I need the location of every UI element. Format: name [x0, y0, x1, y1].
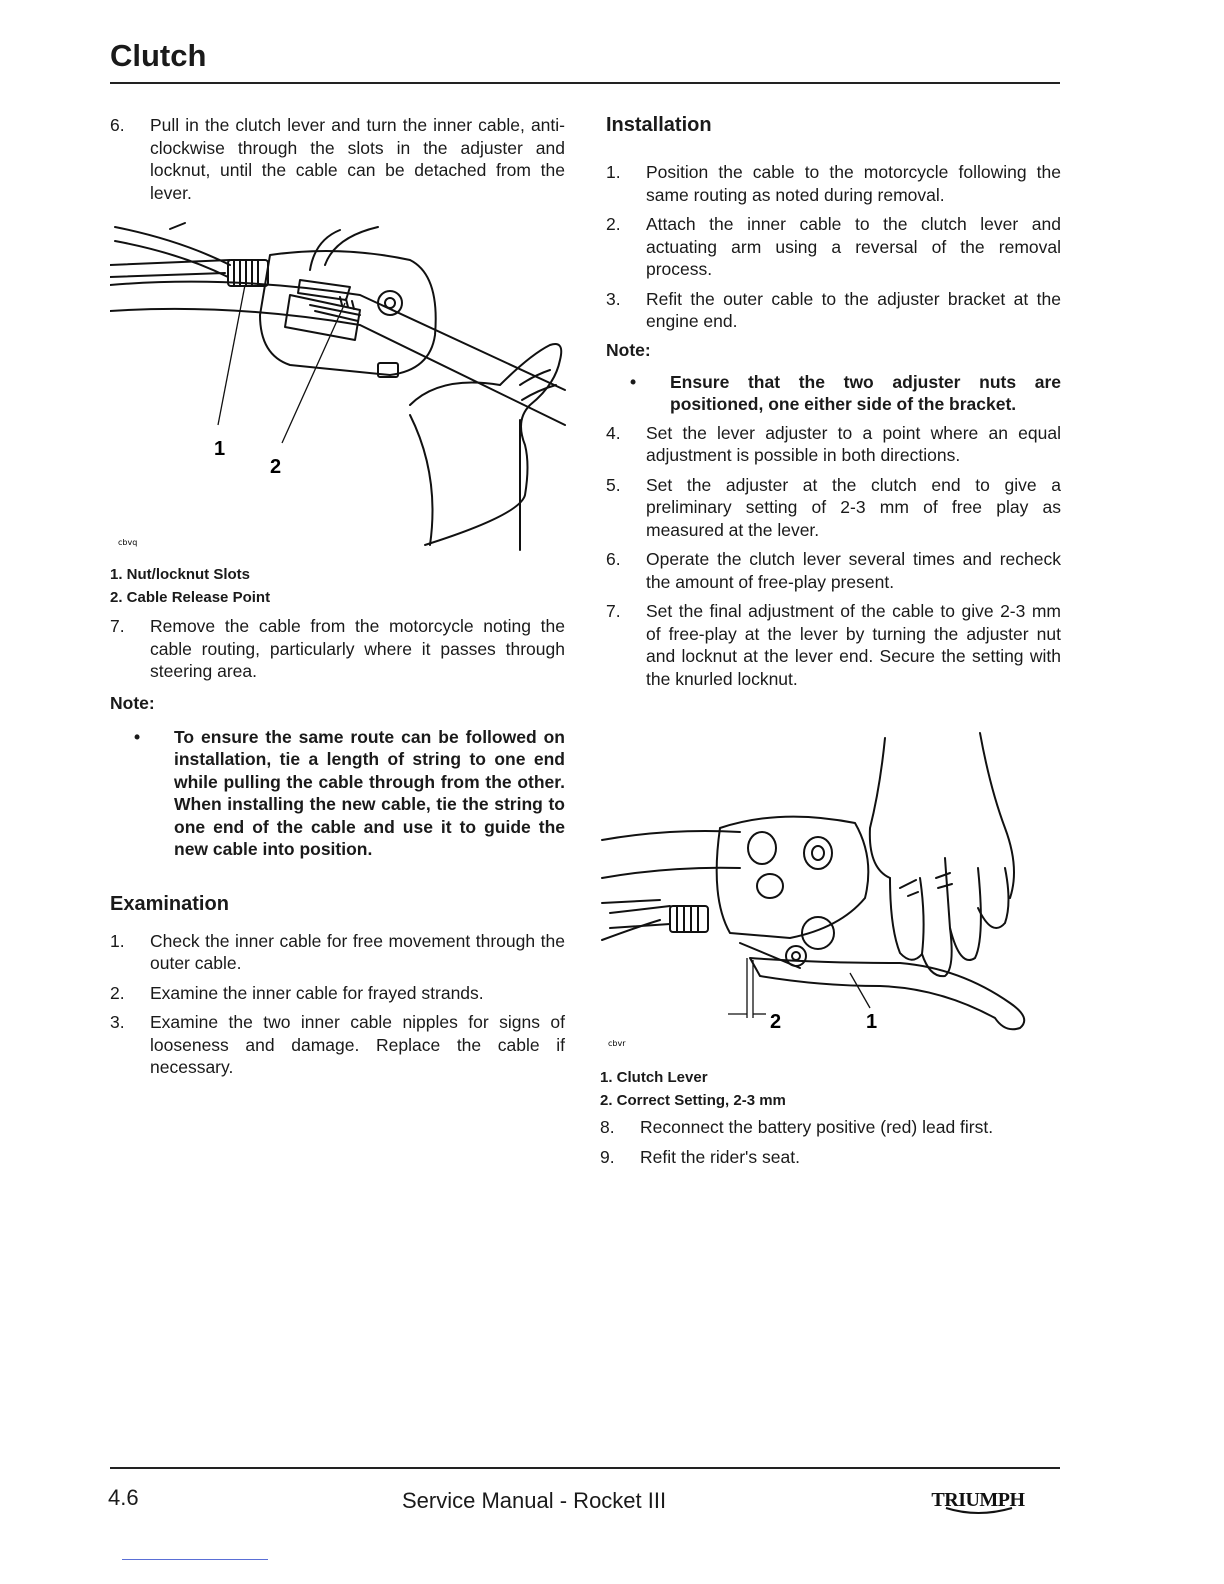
figure-caption: 2. Cable Release Point	[110, 589, 271, 606]
step-number: 1.	[110, 930, 125, 951]
footer-title: Service Manual - Rocket III	[402, 1488, 667, 1513]
figure-clutch-lever	[600, 728, 1060, 1058]
note-label: Note:	[606, 339, 651, 360]
install-step	[606, 422, 1061, 467]
figure-caption: 1. Nut/locknut Slots	[110, 566, 251, 583]
triumph-logo	[928, 1482, 1028, 1520]
callout-2: 2	[270, 456, 282, 478]
left-column	[110, 114, 565, 211]
exam-step	[110, 982, 565, 1005]
bullet-dot: •	[630, 371, 637, 392]
step-text: Set the adjuster at the clutch end to give a preliminary setting of 2-3 mm of free play as measured at the lever.	[646, 474, 1061, 540]
install-step	[600, 1116, 1060, 1139]
install-step	[606, 288, 1061, 333]
install-step	[600, 1146, 1060, 1169]
step-text: Remove the cable from the motorcycle noting the cable routing, particularly where it passes through steering area.	[150, 616, 565, 681]
step-number: 7.	[606, 601, 621, 621]
step-text: Check the inner cable for free movement through the outer cable.	[150, 930, 565, 973]
step-number: 8.	[600, 1117, 615, 1137]
step-text: Examine the two inner cable nipples for signs of looseness and damage. Replace the cable if necessary.	[150, 1012, 565, 1077]
right-column-lower	[600, 1066, 1060, 1175]
chapter-title: Clutch	[110, 38, 207, 73]
note-text: Ensure that the two adjuster nuts are positioned, one either side of the bracket.	[670, 371, 1061, 414]
step-text: Position the cable to the motorcycle following the same routing as noted during removal.	[646, 162, 1061, 205]
figure-caption: 1. Clutch Lever	[600, 1069, 708, 1086]
callout-1: 1	[866, 1011, 878, 1033]
figure-code: cbvr	[608, 1039, 626, 1048]
step-text: Refit the rider's seat.	[640, 1146, 800, 1167]
clutch-cable-illustration	[110, 215, 570, 555]
bullet-dot: •	[134, 726, 141, 747]
footer-rule	[110, 1467, 1060, 1469]
install-step	[606, 474, 1061, 542]
page-number: 4.6	[108, 1485, 139, 1510]
section-heading-examination: Examination	[110, 892, 229, 915]
step-text: Operate the clutch lever several times and recheck the amount of free-play present.	[646, 549, 1061, 592]
note-label: Note:	[110, 692, 155, 713]
figure-cable-release	[110, 215, 570, 555]
note-text: To ensure the same route can be followed on installation, tie a length of string to one end while pulling the cable through from the other. When installing the new cable, tie the string to one end of the cable and use it to guide the new cable into position.	[174, 726, 565, 859]
removal-step-6	[110, 114, 565, 204]
note-bullet	[606, 371, 1061, 416]
brand-wordmark: TRIUMPH	[931, 1489, 1025, 1511]
step-text: Attach the inner cable to the clutch lever and actuating arm using a reversal of the removal process.	[646, 214, 1061, 279]
note-bullet	[110, 726, 565, 861]
exam-step	[110, 930, 565, 975]
callout-1: 1	[214, 438, 226, 460]
step-number: 9.	[600, 1146, 615, 1167]
step-number: 2.	[110, 982, 125, 1003]
right-column	[606, 114, 1061, 697]
step-number: 3.	[110, 1012, 125, 1032]
step-number: 3.	[606, 288, 621, 309]
brand-logo-graphic	[928, 1482, 1028, 1520]
removal-step-7	[110, 615, 565, 683]
install-step	[606, 161, 1061, 206]
install-step	[606, 213, 1061, 281]
callout-2: 2	[770, 1011, 782, 1033]
section-heading-installation: Installation	[606, 114, 712, 136]
install-step	[606, 548, 1061, 593]
step-text: Reconnect the battery positive (red) lead first.	[640, 1117, 994, 1137]
step-text: Refit the outer cable to the adjuster bracket at the engine end.	[646, 288, 1061, 331]
step-text: Set the final adjustment of the cable to give 2-3 mm of free-play at the lever by turning the adjuster nut and locknut at the lever end. Secure the setting with the knurled locknut.	[646, 601, 1061, 689]
step-number: 6.	[110, 115, 125, 135]
step-number: 2.	[606, 214, 621, 234]
figure-code: cbvq	[118, 538, 138, 547]
figure-caption: 2. Correct Setting, 2-3 mm	[600, 1092, 786, 1109]
step-number: 5.	[606, 474, 621, 495]
step-text: Pull in the clutch lever and turn the inner cable, anti-clockwise through the slots in the adjuster and locknut, until the cable can be detached from the lever.	[150, 115, 565, 203]
step-number: 4.	[606, 422, 621, 443]
header-rule	[110, 82, 1060, 84]
step-number: 6.	[606, 549, 621, 569]
left-column-lower	[110, 563, 565, 1086]
clutch-lever-illustration	[600, 728, 1060, 1058]
step-text: Examine the inner cable for frayed strands.	[150, 982, 484, 1003]
bottom-link-underline	[122, 1559, 268, 1560]
install-step	[606, 600, 1061, 690]
step-number: 7.	[110, 616, 125, 636]
step-text: Set the lever adjuster to a point where an equal adjustment is possible in both directions.	[646, 422, 1061, 465]
exam-step	[110, 1011, 565, 1079]
step-number: 1.	[606, 162, 621, 182]
